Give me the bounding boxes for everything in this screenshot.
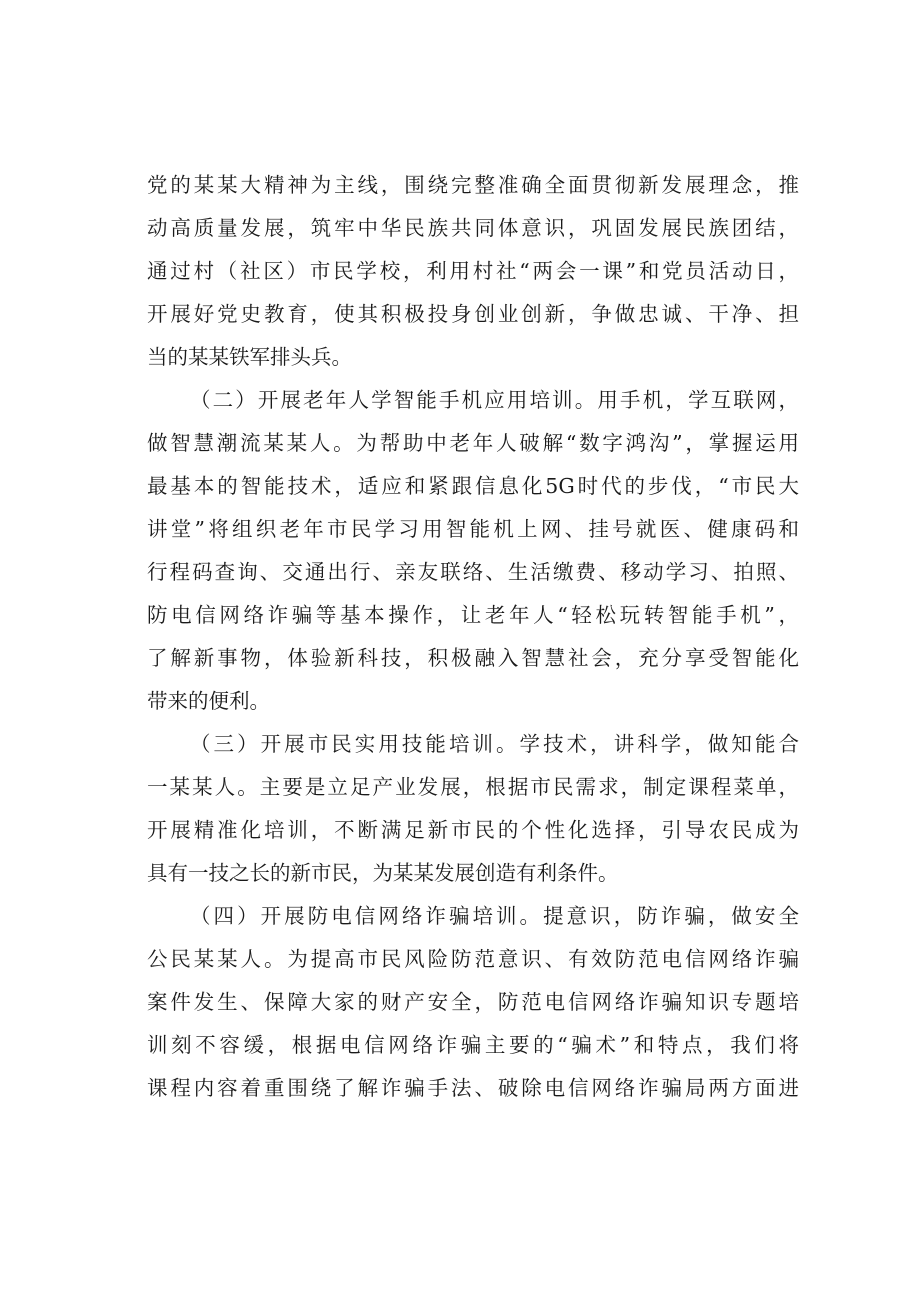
paragraph-heading-line: （二）开展老年人学智能手机应用培训。用手机，学互联网， — [190, 388, 799, 412]
paragraph-heading-line: （四）开展防电信网络诈骗培训。提意识，防诈骗，做安全 — [190, 904, 799, 928]
text-line: 开展精准化培训，不断满足新市民的个性化选择，引导农民成为 — [147, 818, 799, 842]
text-line: 行程码查询、交通出行、亲友联络、生活缴费、移动学习、拍照、 — [147, 560, 799, 584]
text-line: 动高质量发展，筑牢中华民族共同体意识，巩固发展民族团结， — [147, 216, 799, 240]
text-line: 通过村（社区）市民学校，利用村社“两会一课”和党员活动日， — [147, 259, 799, 283]
text-line: 了解新事物，体验新科技，积极融入智慧社会，充分享受智能化 — [147, 646, 799, 670]
text-line: 公民某某人。为提高市民风险防范意识、有效防范电信网络诈骗 — [147, 947, 799, 971]
paragraph-heading-line: （三）开展市民实用技能培训。学技术，讲科学，做知能合 — [190, 732, 799, 756]
text-line: 具有一技之长的新市民，为某某发展创造有利条件。 — [147, 861, 619, 885]
text-line: 训刻不容缓，根据电信网络诈骗主要的“骗术”和特点，我们将 — [147, 1033, 799, 1057]
text-line: 开展好党史教育，使其积极投身创业创新，争做忠诚、干净、担 — [147, 302, 799, 326]
text-line: 党的某某大精神为主线，围绕完整准确全面贯彻新发展理念，推 — [147, 173, 799, 197]
text-line: 案件发生、保障大家的财产安全，防范电信网络诈骗知识专题培 — [147, 990, 799, 1014]
text-line: 讲堂”将组织老年市民学习用智能机上网、挂号就医、健康码和 — [147, 517, 799, 541]
text-line: 当的某某铁军排头兵。 — [147, 345, 352, 369]
text-line: 防电信网络诈骗等基本操作，让老年人“轻松玩转智能手机”， — [147, 603, 799, 627]
text-line: 做智慧潮流某某人。为帮助中老年人破解“数字鸿沟”，掌握运用 — [147, 431, 799, 455]
text-line: 课程内容着重围绕了解诈骗手法、破除电信网络诈骗局两方面进 — [147, 1076, 799, 1100]
text-line: 带来的便利。 — [147, 689, 270, 713]
text-line: 一某某人。主要是立足产业发展，根据市民需求，制定课程菜单， — [147, 775, 799, 799]
text-line: 最基本的智能技术，适应和紧跟信息化5G时代的步伐，“市民大 — [147, 474, 799, 498]
